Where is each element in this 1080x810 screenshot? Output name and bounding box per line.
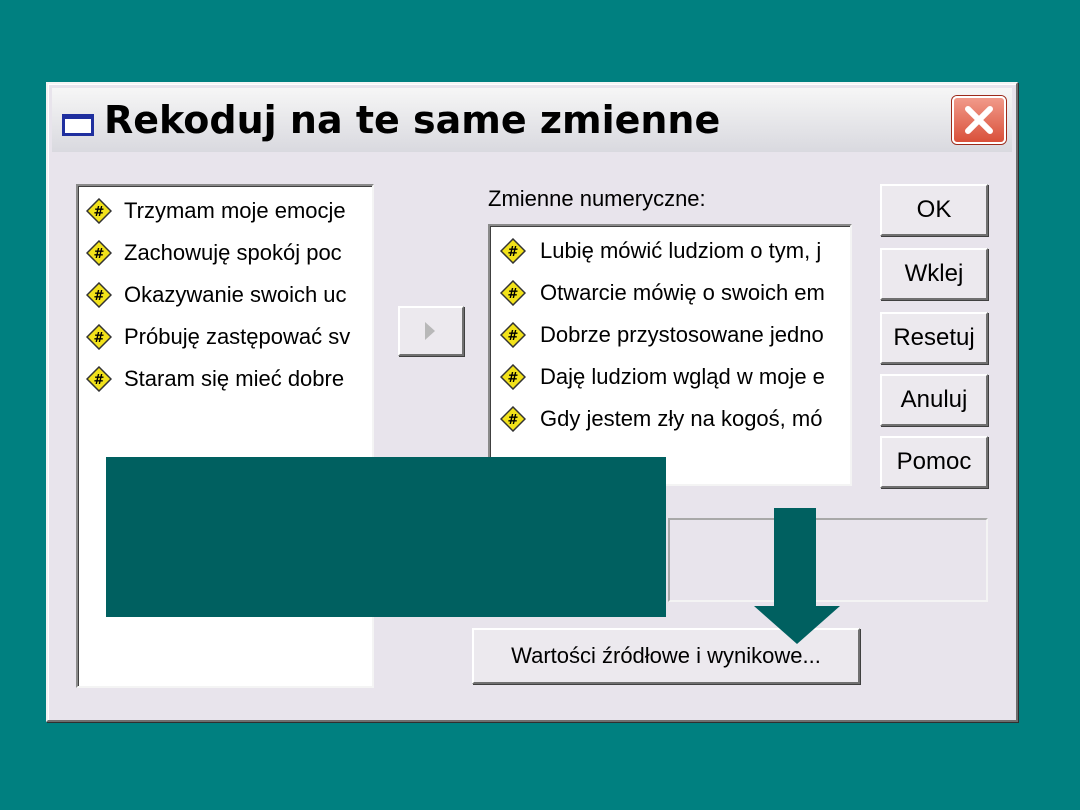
list-item-label: Zachowuję spokój poc [124, 240, 342, 265]
svg-text:#: # [93, 205, 105, 220]
list-item[interactable] [78, 190, 372, 232]
numeric-variable-icon [500, 364, 526, 390]
list-item[interactable] [78, 316, 372, 358]
paste-button[interactable]: Wklej [880, 248, 988, 300]
cancel-button[interactable]: Anuluj [880, 374, 988, 426]
numeric-variable-icon [86, 324, 112, 350]
list-item-label: Trzymam moje emocje [124, 198, 346, 223]
svg-text:#: # [507, 329, 519, 344]
svg-text:#: # [507, 371, 519, 386]
list-item[interactable] [490, 272, 850, 314]
annotation-overlay-box [106, 457, 666, 617]
close-button[interactable] [952, 96, 1006, 144]
list-item[interactable] [78, 358, 372, 400]
ok-button[interactable]: OK [880, 184, 988, 236]
svg-text:#: # [507, 413, 519, 428]
list-item-label: Daję ludziom wgląd w moje e [540, 364, 825, 389]
list-item[interactable] [490, 314, 850, 356]
numeric-variable-icon [86, 198, 112, 224]
list-item[interactable] [490, 356, 850, 398]
numeric-variable-icon [500, 322, 526, 348]
close-icon [962, 103, 996, 137]
list-item-label: Staram się mieć dobre [124, 366, 345, 391]
list-item[interactable] [490, 398, 850, 440]
list-item[interactable] [78, 274, 372, 316]
reset-button[interactable]: Resetuj [880, 312, 988, 364]
recode-dialog [46, 82, 1018, 722]
down-arrow-icon [754, 508, 840, 644]
list-item-label: Próbuję zastępować sv [124, 324, 351, 349]
svg-text:#: # [93, 373, 105, 388]
numeric-variable-icon [500, 406, 526, 432]
svg-text:#: # [93, 331, 105, 346]
numeric-variable-icon [86, 282, 112, 308]
numeric-variable-icon [500, 238, 526, 264]
svg-text:#: # [507, 245, 519, 260]
list-item-label: Gdy jestem zły na kogoś, mó [540, 406, 823, 431]
help-button[interactable]: Pomoc [880, 436, 988, 488]
numeric-variable-icon [86, 366, 112, 392]
list-item-label: Dobrze przystosowane jedno [540, 322, 824, 347]
list-item[interactable] [490, 230, 850, 272]
svg-text:#: # [93, 247, 105, 262]
dialog-title: Rekoduj na te same zmienne [104, 98, 721, 142]
numeric-variables-label: Zmienne numeryczne: [488, 186, 706, 211]
numeric-variable-icon [86, 240, 112, 266]
list-item-label: Otwarcie mówię o swoich em [540, 280, 825, 305]
numeric-variables-list[interactable] [488, 224, 852, 486]
svg-text:#: # [93, 289, 105, 304]
move-to-numeric-button[interactable] [398, 306, 464, 356]
window-icon [62, 114, 94, 136]
numeric-variable-icon [500, 280, 526, 306]
list-item[interactable] [78, 232, 372, 274]
chevron-right-icon [422, 320, 438, 342]
old-new-values-button[interactable]: Wartości źródłowe i wynikowe... [472, 628, 860, 684]
svg-text:#: # [507, 287, 519, 302]
title-bar[interactable] [52, 88, 1012, 152]
list-item-label: Okazywanie swoich uc [124, 282, 347, 307]
list-item-label: Lubię mówić ludziom o tym, j [540, 238, 822, 263]
